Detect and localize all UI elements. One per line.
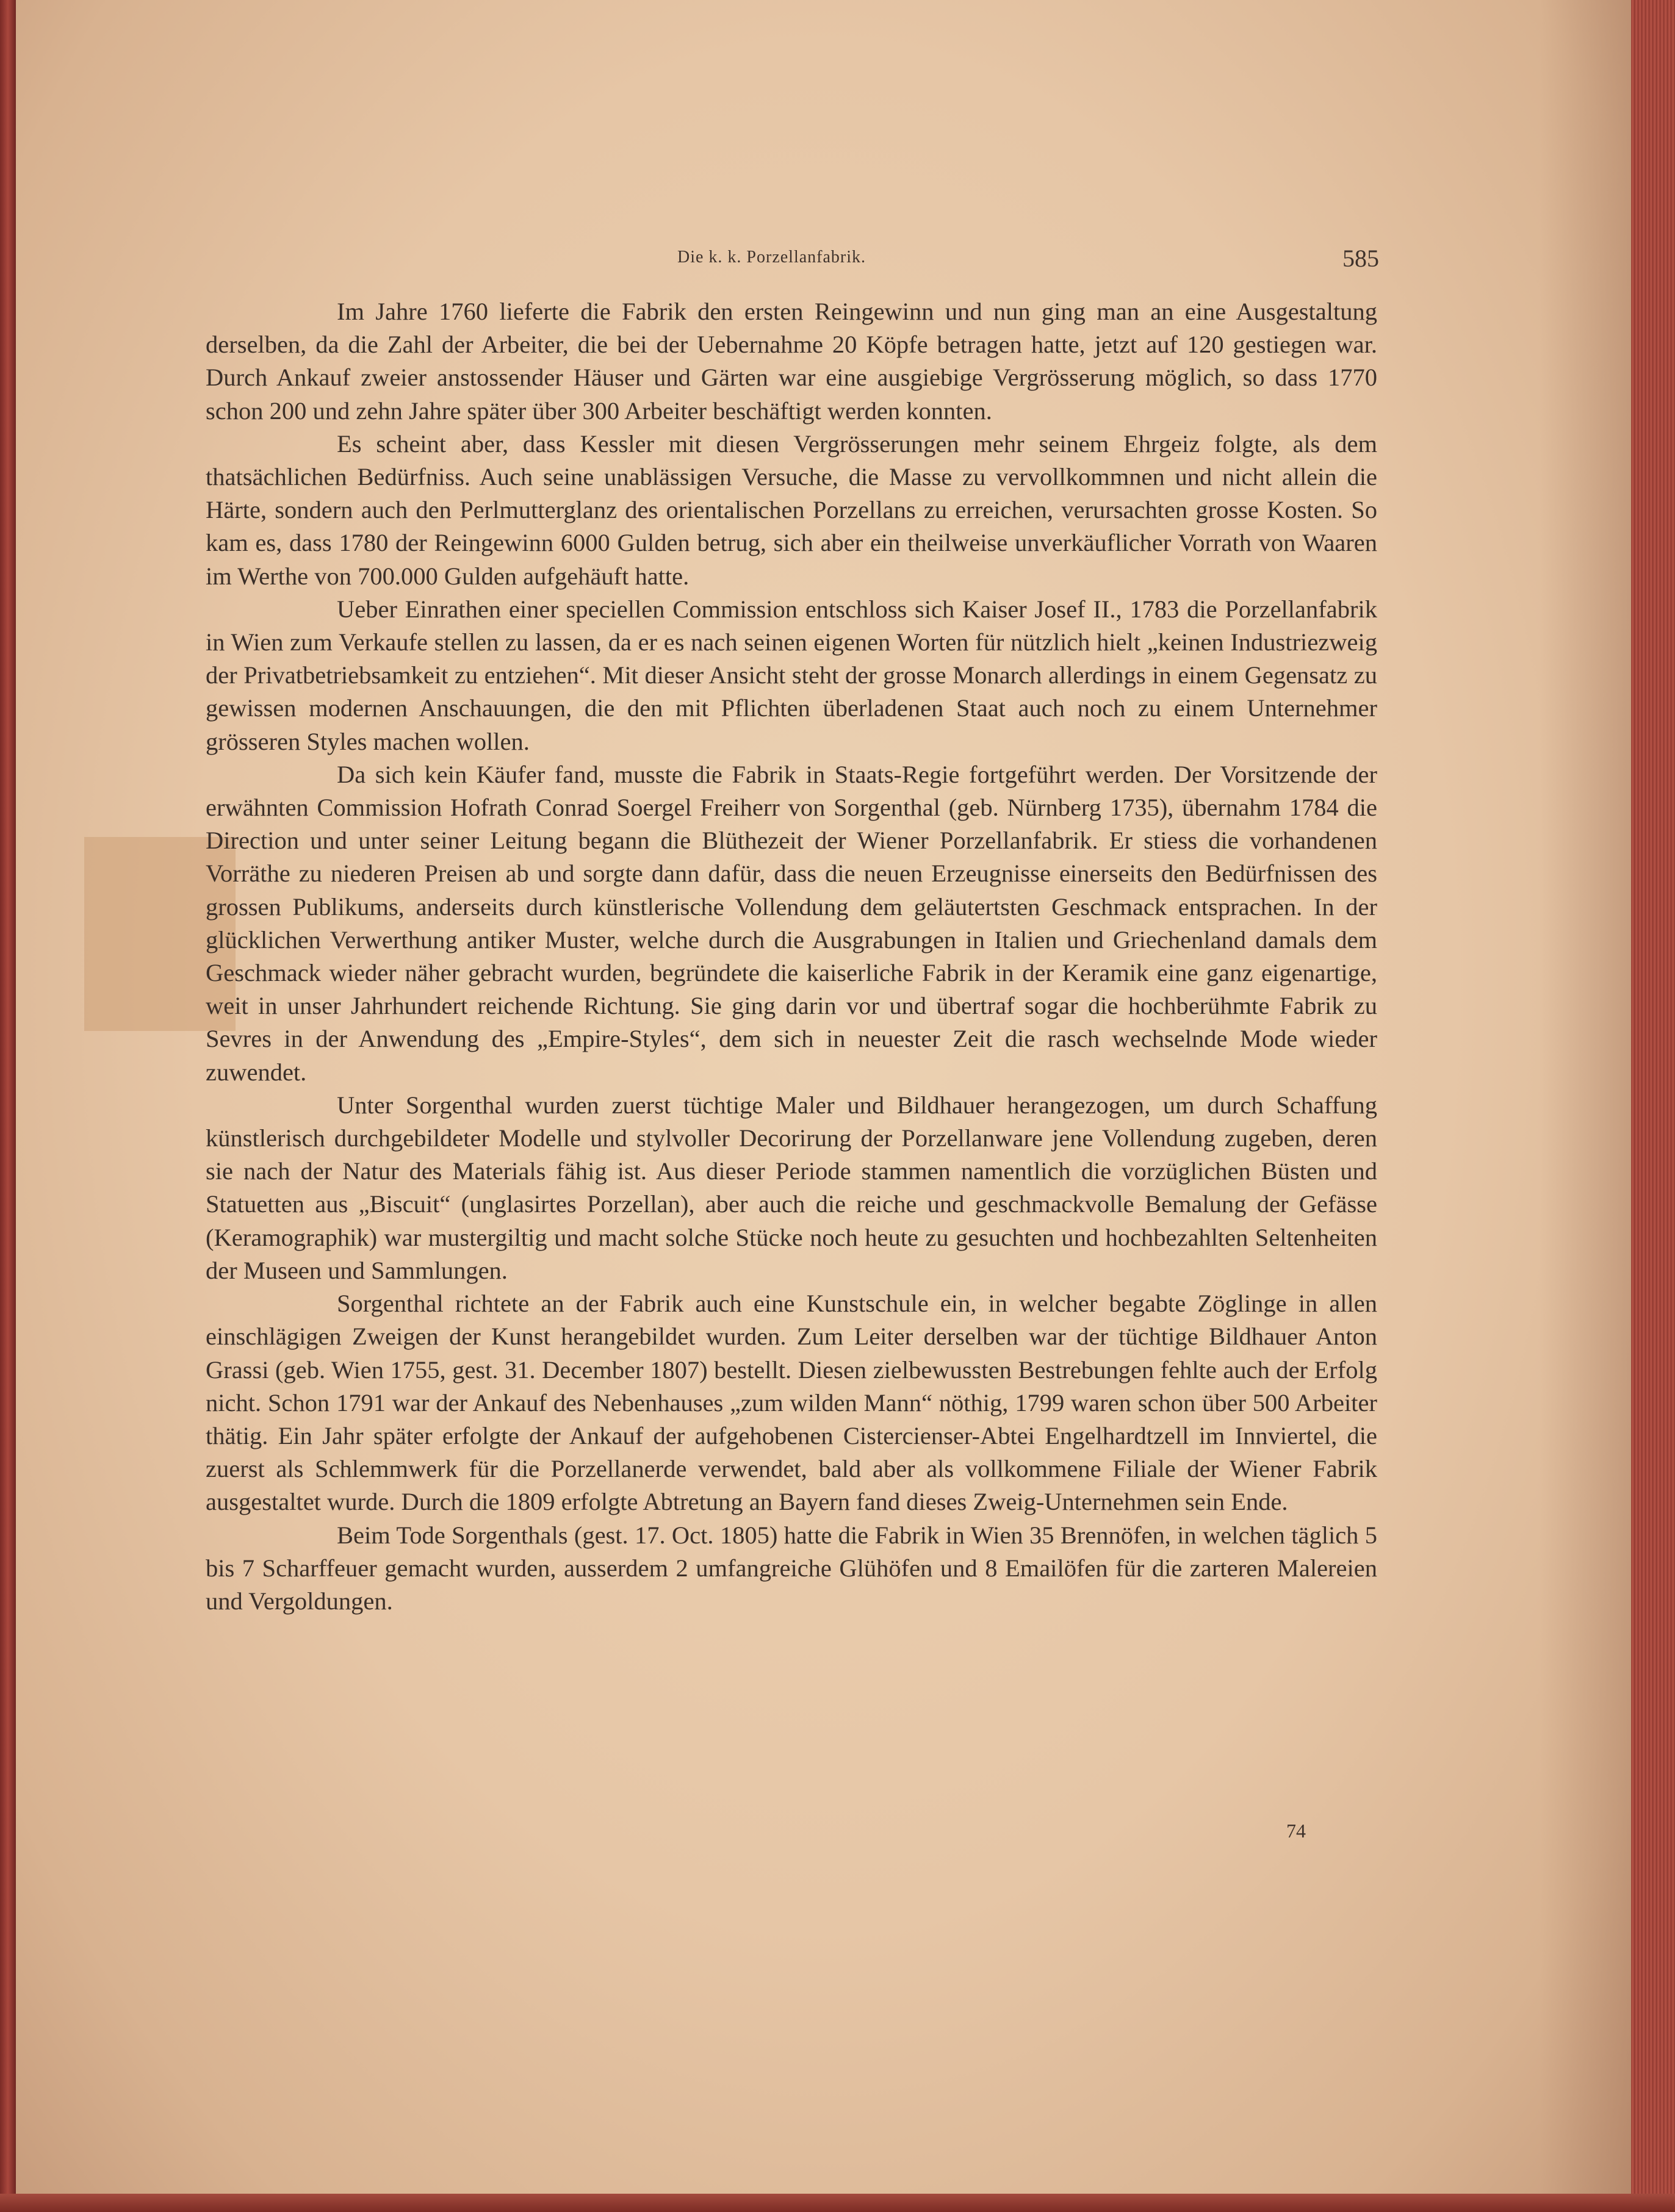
paragraph: Da sich kein Käufer fand, musste die Fabrik in Staats-Regie fortgeführt werden. Der Vorsitzende der erwähnten Commission Hofrath Conrad Soergel Freiherr von Sorgenthal (geb. Nürnberg 1735), übernahm 1784 die Direction und unter seiner Leitung begann die Blüthezeit der Wiener Porzellanfabrik. Er stiess die vorhandenen Vorräthe zu niederen Preisen ab und sorgte dann dafür, dass die neuen Erzeugnisse einerseits den Bedürfnissen des grossen Publikums, anderseits durch künstlerische Vollendung dem geläutertsten Geschmack entsprachen. In der glücklichen Verwerthung antiker Muster, welche durch die Ausgrabungen in Italien und Griechenland damals dem Geschmack wieder näher gebracht wurden, begründete die kaiserliche Fabrik in der Keramik eine ganz eigenartige, weit in unser Jahrhundert reichende Richtung. Sie ging darin vor und übertraf sogar die hochberühmte Fabrik zu Sevres in der Anwendung des „Empire-Styles“, dem sich in neuester Zeit die rasch wechselnde Mode wieder zuwendet.	[206, 760, 1377, 1086]
book-binding-left	[0, 0, 16, 2212]
paragraph: Beim Tode Sorgenthals (gest. 17. Oct. 1805) hatte die Fabrik in Wien 35 Brennöfen, in welchen täglich 5 bis 7 Scharffeuer gemacht wurden, ausserdem 2 umfangreiche Glühöfen und 8 Emailöfen für die zarteren Malereien und Vergoldungen.	[206, 1521, 1377, 1615]
page-gutter-shadow	[1540, 0, 1631, 2194]
paragraph: Im Jahre 1760 lieferte die Fabrik den ersten Reingewinn und nun ging man an eine Ausgestaltung derselben, da die Zahl der Arbeiter, die bei der Uebernahme 20 Köpfe betragen hatte, jetzt auf 120 gestiegen war. Durch Ankauf zweier anstossender Häuser und Gärten war eine ausgiebige Vergrösserung möglich, so dass 1770 schon 200 und zehn Jahre später über 300 Arbeiter beschäftigt werden konnten.	[206, 298, 1377, 425]
book-binding-bottom	[0, 2194, 1675, 2212]
paragraph: Sorgenthal richtete an der Fabrik auch eine Kunstschule ein, in welcher begabte Zöglinge in allen einschlägigen Zweigen der Kunst herangebildet wurden. Zum Leiter derselben war der tüchtige Bildhauer Anton Grassi (geb. Wien 1755, gest. 31. December 1807) bestellt. Diesen zielbewussten Bestrebungen fehlte auch der Erfolg nicht. Schon 1791 war der Ankauf des Nebenhauses „zum wilden Mann“ nöthig, 1799 waren schon über 500 Arbeiter thätig. Ein Jahr später erfolgte der Ankauf der aufgehobenen Cistercienser-Abtei Engelhardtzell im Innviertel, die zuerst als Schlemmwerk für die Porzellanerde verwendet, bald aber als vollkommene Filiale der Wiener Fabrik ausgestaltet wurde. Durch die 1809 erfolgte Abtretung an Bayern fand dieses Zweig-Unternehmen sein Ende.	[206, 1290, 1377, 1516]
running-title: Die k. k. Porzellanfabrik.	[677, 248, 866, 267]
body-text	[206, 295, 1377, 1618]
paragraph: Unter Sorgenthal wurden zuerst tüchtige Maler und Bildhauer herangezogen, um durch Schaffung künstlerisch durchgebildeter Modelle und stylvoller Decorirung der Porzellanware jene Vollendung zugeben, deren sie nach der Natur des Materials fähig ist. Aus dieser Periode stammen namentlich die vorzüglichen Büsten und Statuetten aus „Biscuit“ (unglasirtes Porzellan), aber auch die reiche und geschmackvolle Bemalung der Gefässe (Keramographik) war mustergiltig und macht solche Stücke noch heute zu gesuchten und hochbezahlten Seltenheiten der Museen und Sammlungen.	[206, 1091, 1377, 1284]
paragraph: Ueber Einrathen einer speciellen Commission entschloss sich Kaiser Josef II., 1783 die Porzellanfabrik in Wien zum Verkaufe stellen zu lassen, da er es nach seinen eigenen Worten für nützlich hielt „keinen Industriezweig der Privatbetriebsamkeit zu entziehen“. Mit dieser Ansicht steht der grosse Monarch allerdings in einem Gegensatz zu gewissen modernen Anschauungen, die den mit Pflichten überladenen Staat auch noch zu einem Unternehmer grösseren Styles machen wollen.	[206, 595, 1377, 755]
book-binding-right	[1631, 0, 1675, 2212]
signature-mark: 74	[1286, 1820, 1306, 1842]
paragraph: Es scheint aber, dass Kessler mit diesen Vergrösserungen mehr seinem Ehrgeiz folgte, als dem thatsächlichen Bedürfniss. Auch seine unablässigen Versuche, die Masse zu vervollkommnen und nicht allein die Härte, sondern auch den Perlmutterglanz des orientalischen Porzellans zu erreichen, verursachten grosse Kosten. So kam es, dass 1780 der Reingewinn 6000 Gulden betrug, sich aber ein theilweise unverkäuflicher Vorrath von Waaren im Werthe von 700.000 Gulden aufgehäuft hatte.	[206, 429, 1377, 590]
page-number: 585	[1342, 245, 1379, 272]
page-header	[677, 244, 1379, 281]
